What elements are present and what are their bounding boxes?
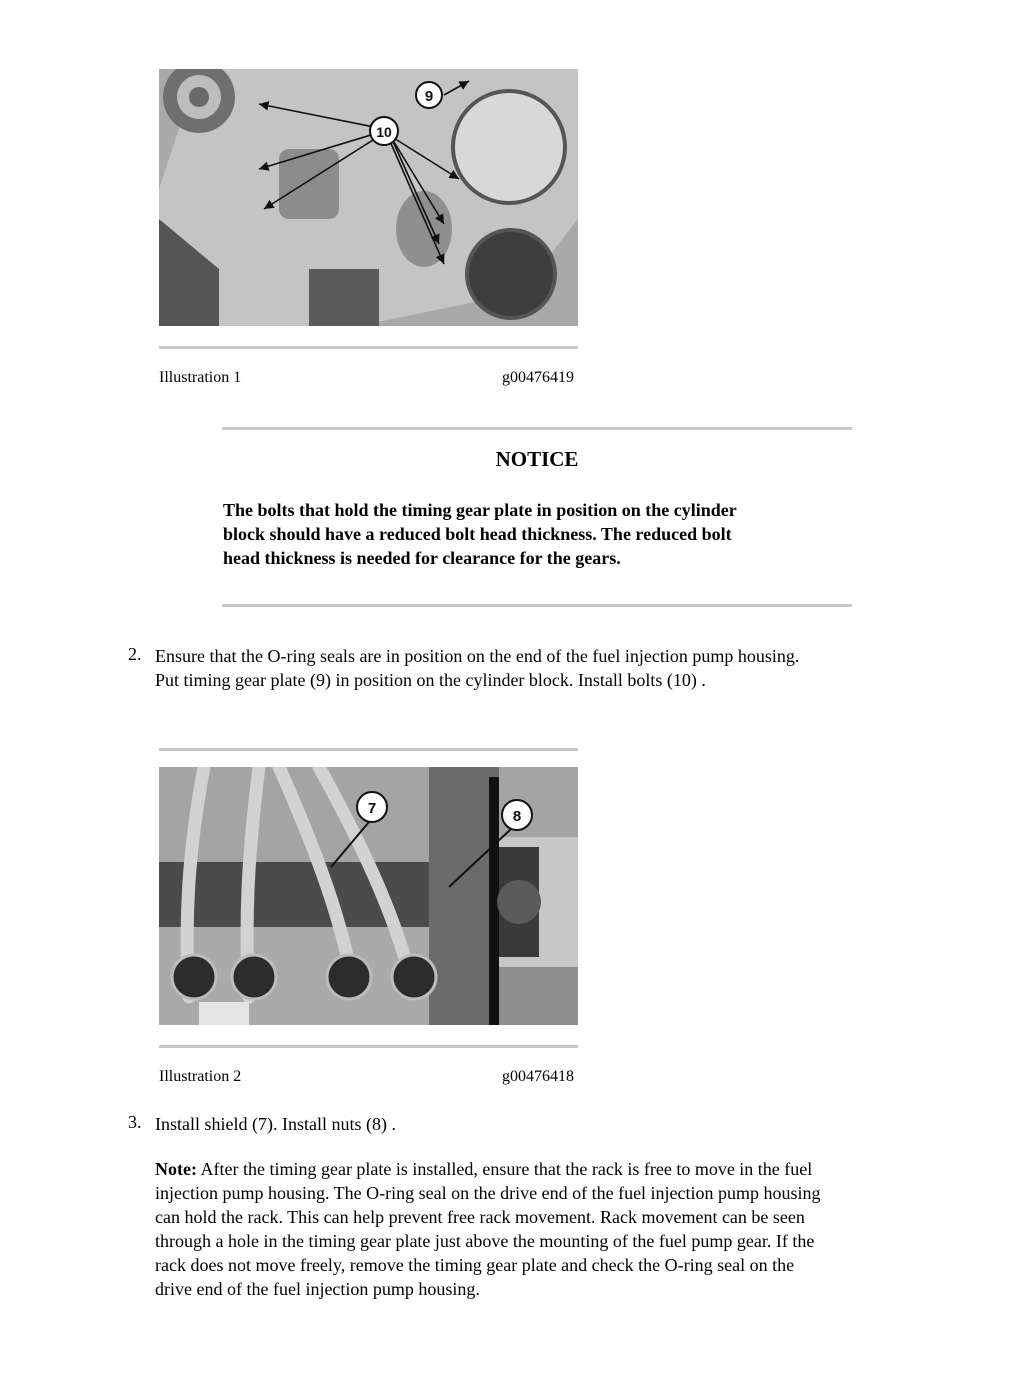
note-line: rack does not move freely, remove the timing gear plate and check the O-ring seal on the xyxy=(155,1255,795,1275)
note-line: drive end of the fuel injection pump housing. xyxy=(155,1279,480,1299)
illustration-1-label: Illustration 1 xyxy=(159,369,242,386)
notice-top-rule xyxy=(222,427,852,430)
illustration-1-code: g00476419 xyxy=(502,369,574,386)
callout-9 xyxy=(416,82,442,108)
notice-body xyxy=(223,498,823,570)
callout-7 xyxy=(357,792,387,822)
step-line: Ensure that the O-ring seals are in position on the end of the fuel injection pump housing. xyxy=(155,646,800,666)
note-first-line xyxy=(155,1157,975,1181)
illustration-2-code: g00476418 xyxy=(502,1068,574,1085)
step-line: Put timing gear plate (9) in position on the cylinder block. Install bolts (10) . xyxy=(155,670,706,690)
notice-bottom-rule xyxy=(222,604,852,607)
illustration-2-bottom-rule xyxy=(159,1045,578,1048)
notice-title: NOTICE xyxy=(495,447,579,471)
note-line: through a hole in the timing gear plate just above the mounting of the fuel pump gear. If the xyxy=(155,1231,815,1251)
illustration-2-photo xyxy=(159,767,578,1025)
note-first-line-text: After the timing gear plate is installed, ensure that the rack is free to move in the fuel xyxy=(196,1159,813,1179)
illustration-2-top-rule xyxy=(159,748,578,751)
callout-8 xyxy=(502,800,532,830)
step-3-number: 3. xyxy=(128,1112,142,1132)
step-line: Install shield (7). Install nuts (8) . xyxy=(155,1114,396,1134)
svg-text:9: 9 xyxy=(424,88,434,105)
svg-text:7: 7 xyxy=(367,800,377,817)
illustration-1-photo xyxy=(159,69,578,326)
svg-text:8: 8 xyxy=(512,808,522,825)
note-label: Note: xyxy=(155,1159,197,1179)
notice-line: The bolts that hold the timing gear plate in position on the cylinder xyxy=(223,500,737,520)
note-paragraph xyxy=(155,1157,975,1301)
note-line: can hold the rack. This can help prevent free rack movement. Rack movement can be seen xyxy=(155,1207,805,1227)
illustration-2-label: Illustration 2 xyxy=(159,1068,242,1085)
svg-text:10: 10 xyxy=(376,124,392,140)
illustration-1-rule xyxy=(159,346,578,349)
step-3-text xyxy=(155,1112,975,1136)
callout-10 xyxy=(370,117,398,145)
note-line: injection pump housing. The O-ring seal on the drive end of the fuel injection pump housing xyxy=(155,1183,821,1203)
notice-line: block should have a reduced bolt head thickness. The reduced bolt xyxy=(223,524,732,544)
notice-line: head thickness is needed for clearance for the gears. xyxy=(223,548,621,568)
step-2-text xyxy=(155,644,975,692)
step-2-number: 2. xyxy=(128,644,142,664)
